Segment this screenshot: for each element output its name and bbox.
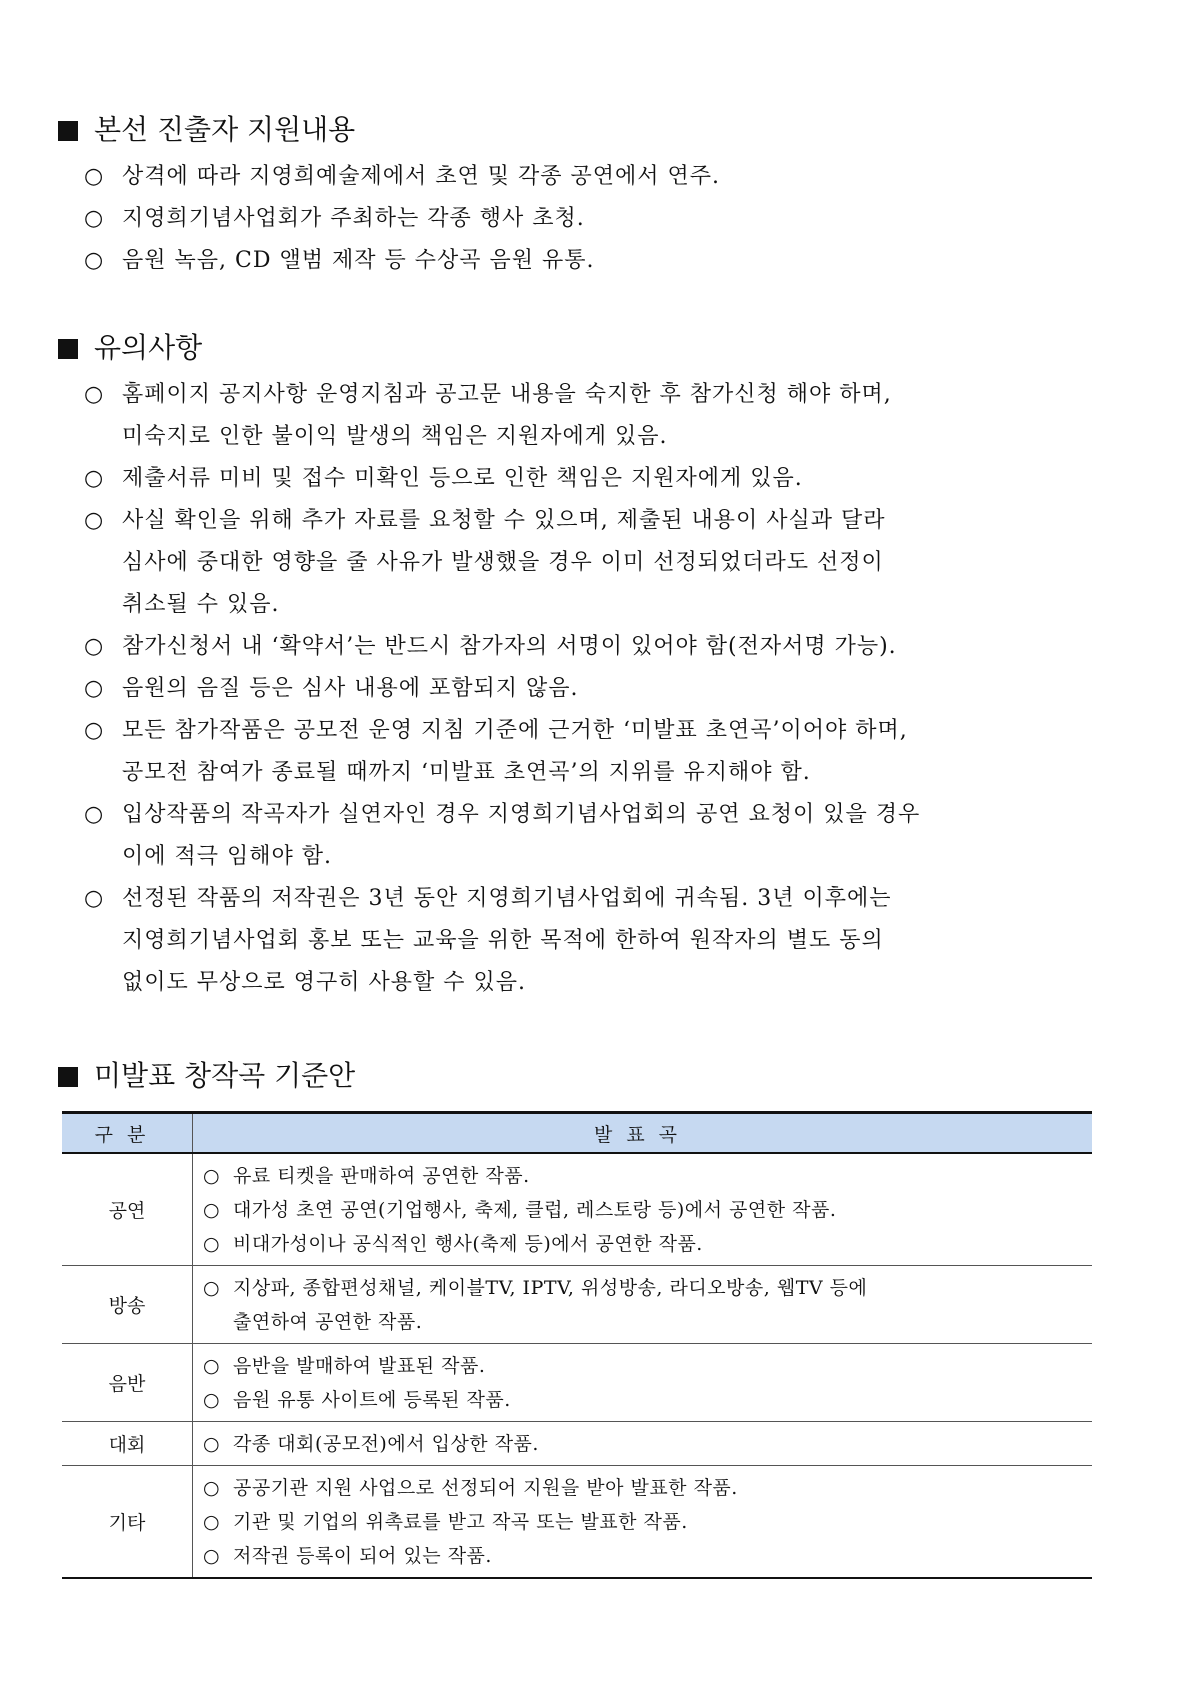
section-title-support: 본선 진출자 지원내용	[58, 112, 355, 148]
table-item	[203, 1383, 1092, 1417]
list-item-line: 상격에 따라 지영희예술제에서 초연 및 각종 공연에서 연주.	[122, 164, 720, 189]
list-item-line: 지영희기념사업회 홍보 또는 교육을 위한 목적에 한하여 원작자의 별도 동의	[122, 928, 884, 953]
list-item	[84, 626, 1124, 668]
circle-bullet-icon: ○	[203, 1389, 221, 1411]
list-item-line: 이에 적극 임해야 함.	[122, 844, 332, 869]
table-row	[62, 1344, 1092, 1422]
circle-bullet-icon: ○	[203, 1433, 221, 1455]
header-published-works: 발표곡	[193, 1113, 1093, 1154]
table-item-text: 기관 및 기업의 위촉료를 받고 작곡 또는 발표한 작품.	[233, 1511, 688, 1533]
circle-bullet-icon: ○	[84, 886, 105, 911]
circle-bullet-icon: ○	[84, 634, 105, 659]
table-item	[203, 1349, 1092, 1383]
list-item-line: 사실 확인을 위해 추가 자료를 요청할 수 있으며, 제출된 내용이 사실과 달라	[122, 508, 886, 533]
support-list	[84, 156, 1124, 282]
square-bullet-icon	[58, 121, 78, 141]
list-item	[84, 374, 1124, 458]
table-item-text: 공공기관 지원 사업으로 선정되어 지원을 받아 발표한 작품.	[233, 1477, 738, 1499]
list-item	[84, 500, 1124, 626]
list-item	[84, 794, 1124, 878]
table-item	[203, 1159, 1092, 1193]
list-item	[84, 878, 1124, 1004]
list-item-line: 없이도 무상으로 영구히 사용할 수 있음.	[122, 970, 526, 995]
table-item-text: 비대가성이나 공식적인 행사(축제 등)에서 공연한 작품.	[233, 1233, 703, 1255]
circle-bullet-icon: ○	[203, 1477, 221, 1499]
table-item-text: 유료 티켓을 판매하여 공연한 작품.	[233, 1165, 530, 1187]
table-category-cell: 대회	[62, 1422, 193, 1466]
table-item-text: 대가성 초연 공연(기업행사, 축제, 클럽, 레스토랑 등)에서 공연한 작품.	[233, 1199, 837, 1221]
list-item-line: 미숙지로 인한 불이익 발생의 책임은 지원자에게 있음.	[122, 424, 668, 449]
list-item-line: 지영희기념사업회가 주최하는 각종 행사 초청.	[122, 206, 585, 231]
table-description-cell	[193, 1344, 1093, 1422]
circle-bullet-icon: ○	[84, 206, 105, 231]
table-category-cell: 기타	[62, 1466, 193, 1579]
table-row	[62, 1422, 1092, 1466]
table-category-cell: 방송	[62, 1266, 193, 1344]
table-item	[203, 1227, 1092, 1261]
list-item-line: 입상작품의 작곡자가 실연자인 경우 지영희기념사업회의 공연 요청이 있을 경우	[122, 802, 921, 827]
circle-bullet-icon: ○	[84, 248, 105, 273]
list-item	[84, 458, 1124, 500]
notes-list	[84, 374, 1124, 1004]
table-description-cell	[193, 1266, 1093, 1344]
list-item-line: 공모전 참여가 종료될 때까지 ‘미발표 초연곡’의 지위를 유지해야 함.	[122, 760, 811, 785]
table-item-text: 음반을 발매하여 발표된 작품.	[233, 1355, 486, 1377]
table-item	[203, 1505, 1092, 1539]
circle-bullet-icon: ○	[203, 1165, 221, 1187]
list-item-line: 홈페이지 공지사항 운영지침과 공고문 내용을 숙지한 후 참가신청 해야 하며,	[122, 382, 892, 407]
list-item	[84, 668, 1124, 710]
section-title-criteria: 미발표 창작곡 기준안	[58, 1058, 355, 1094]
table-item-text: 저작권 등록이 되어 있는 작품.	[233, 1545, 492, 1567]
table-item-text: 음원 유통 사이트에 등록된 작품.	[233, 1389, 511, 1411]
circle-bullet-icon: ○	[203, 1277, 221, 1299]
table-description-cell	[193, 1422, 1093, 1466]
circle-bullet-icon: ○	[203, 1233, 221, 1255]
circle-bullet-icon: ○	[84, 164, 105, 189]
list-item	[84, 240, 1124, 282]
table-item-text: 각종 대회(공모전)에서 입상한 작품.	[233, 1433, 539, 1455]
table-row	[62, 1153, 1092, 1266]
circle-bullet-icon: ○	[203, 1199, 221, 1221]
table-item	[203, 1539, 1092, 1573]
circle-bullet-icon: ○	[84, 466, 105, 491]
criteria-table	[62, 1111, 1092, 1579]
table-category-cell: 음반	[62, 1344, 193, 1422]
table-item	[203, 1427, 1092, 1461]
circle-bullet-icon: ○	[84, 676, 105, 701]
table-item-text: 지상파, 종합편성채널, 케이블TV, IPTV, 위성방송, 라디오방송, 웹TV 등에 출연하여 공연한 작품.	[233, 1277, 868, 1333]
table-item	[203, 1271, 1092, 1339]
circle-bullet-icon: ○	[84, 802, 105, 827]
list-item	[84, 710, 1124, 794]
list-item-line: 모든 참가작품은 공모전 운영 지침 기준에 근거한 ‘미발표 초연곡’이어야 하며,	[122, 718, 908, 743]
circle-bullet-icon: ○	[203, 1511, 221, 1533]
list-item	[84, 156, 1124, 198]
list-item-line: 제출서류 미비 및 접수 미확인 등으로 인한 책임은 지원자에게 있음.	[122, 466, 803, 491]
list-item-line: 음원 녹음, CD 앨범 제작 등 수상곡 음원 유통.	[122, 248, 595, 273]
table-item	[203, 1193, 1092, 1227]
list-item-line: 심사에 중대한 영향을 줄 사유가 발생했을 경우 이미 선정되었더라도 선정이	[122, 550, 884, 575]
square-bullet-icon	[58, 1067, 78, 1087]
circle-bullet-icon: ○	[84, 508, 105, 533]
circle-bullet-icon: ○	[84, 718, 105, 743]
list-item-line: 음원의 음질 등은 심사 내용에 포함되지 않음.	[122, 676, 579, 701]
list-item	[84, 198, 1124, 240]
list-item-line: 참가신청서 내 ‘확약서’는 반드시 참가자의 서명이 있어야 함(전자서명 가능).	[122, 634, 897, 659]
square-bullet-icon	[58, 339, 78, 359]
section-title-notes: 유의사항	[58, 330, 202, 366]
table-item	[203, 1471, 1092, 1505]
table-description-cell	[193, 1153, 1093, 1266]
header-category: 구분	[62, 1113, 193, 1154]
table-category-cell: 공연	[62, 1153, 193, 1266]
table-description-cell	[193, 1466, 1093, 1579]
list-item-line: 선정된 작품의 저작권은 3년 동안 지영희기념사업회에 귀속됨. 3년 이후에는	[122, 886, 892, 911]
circle-bullet-icon: ○	[203, 1355, 221, 1377]
circle-bullet-icon: ○	[84, 382, 105, 407]
table-row	[62, 1266, 1092, 1344]
list-item-line: 취소될 수 있음.	[122, 592, 280, 617]
circle-bullet-icon: ○	[203, 1545, 221, 1567]
table-header-row	[62, 1113, 1092, 1154]
table-row	[62, 1466, 1092, 1579]
